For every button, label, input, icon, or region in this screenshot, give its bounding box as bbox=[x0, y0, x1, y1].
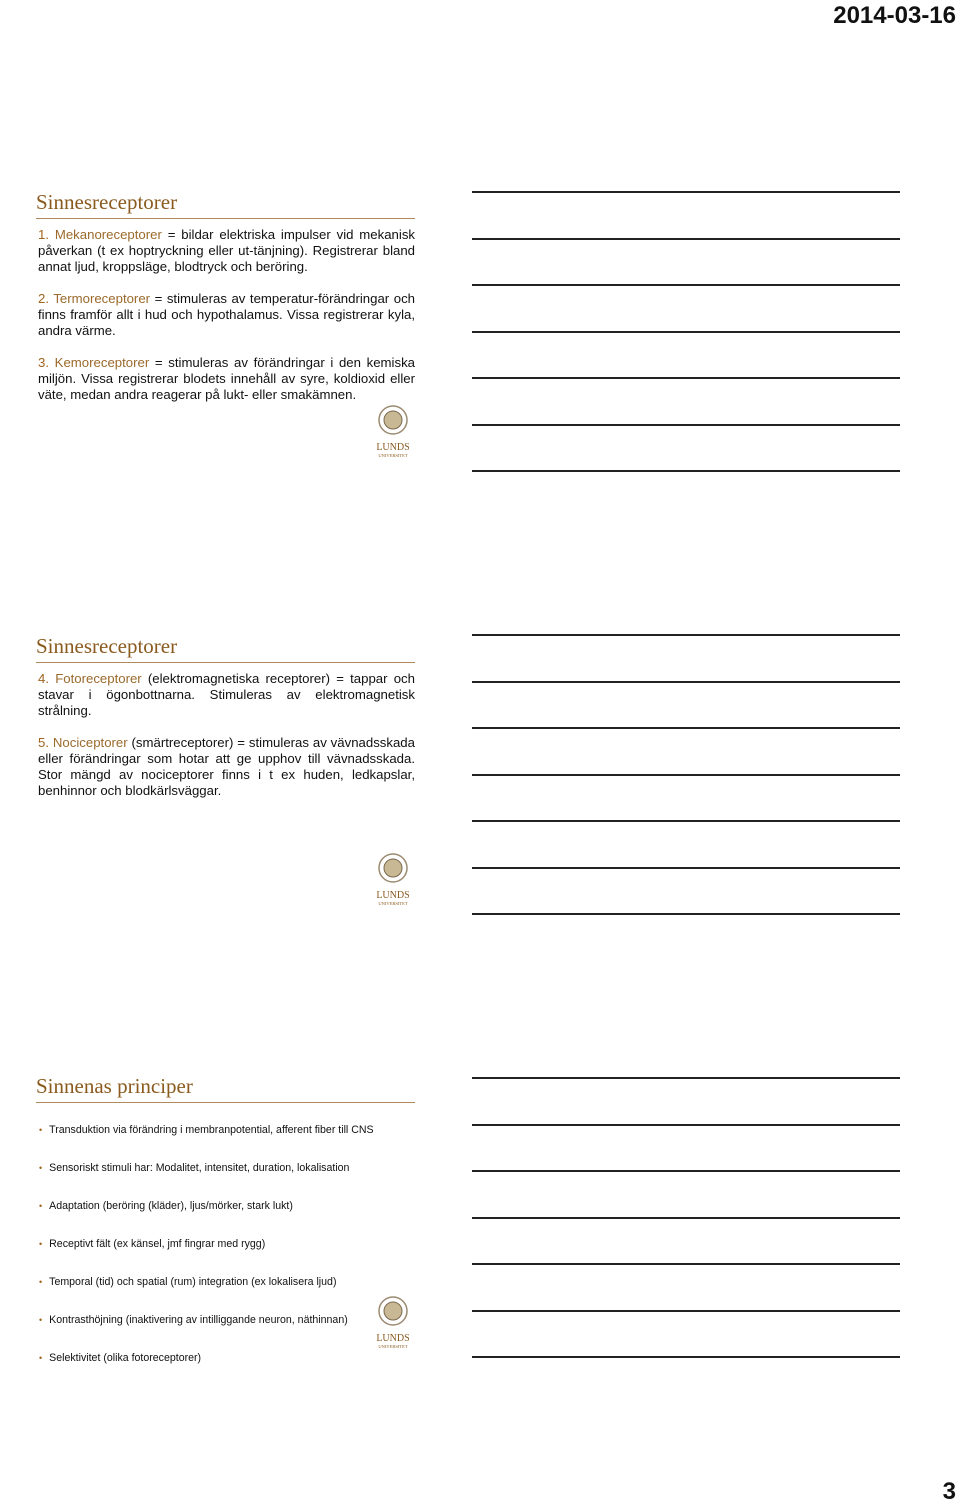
note-line bbox=[472, 913, 900, 915]
note-line bbox=[472, 1170, 900, 1172]
item-number: 5. bbox=[38, 735, 49, 750]
item-term: Nociceptorer bbox=[52, 735, 128, 750]
slide-1-item bbox=[38, 227, 415, 275]
item-term: Kemoreceptorer bbox=[54, 355, 150, 370]
bullet-text: Adaptation (beröring (kläder), ljus/mörker, stark lukt) bbox=[49, 1200, 293, 1212]
lunds-universitet-logo bbox=[372, 404, 414, 458]
item-text: (elektromagnetiska receptorer) = tappar och stavar i ögonbottnarna. Stimuleras av elektromagnetisk strålning. bbox=[38, 671, 415, 718]
note-line bbox=[472, 191, 900, 193]
bullet-item bbox=[39, 1225, 415, 1263]
item-number: 4. bbox=[38, 671, 49, 686]
bullet-icon: • bbox=[39, 1277, 43, 1287]
item-text: = stimuleras av förändringar i den kemiska miljön. Vissa registrerar blodets innehåll av syre, koldioxid eller väte, medan andra reagerar på lukt- eller smakämnen. bbox=[38, 355, 415, 402]
bullet-item bbox=[39, 1339, 415, 1377]
bullet-icon: • bbox=[39, 1353, 43, 1363]
bullet-text: Receptivt fält (ex känsel, jmf fingrar med rygg) bbox=[49, 1238, 266, 1250]
note-line bbox=[472, 1263, 900, 1265]
note-line bbox=[472, 238, 900, 240]
item-number: 3. bbox=[38, 355, 49, 370]
slide-1 bbox=[30, 190, 415, 419]
bullet-text: Sensoriskt stimuli har: Modalitet, intensitet, duration, lokalisation bbox=[49, 1162, 350, 1174]
bullet-item bbox=[39, 1187, 415, 1225]
item-text: (smärtreceptorer) = stimuleras av vävnadsskada eller förändringar som hotar att ge upphov till vävnadsskada. Stor mängd av nociceptorer finns i t ex huden, ledkapslar, benhinnor och blodkärlsväggar. bbox=[38, 735, 415, 798]
bullet-item bbox=[39, 1301, 415, 1339]
svg-text:LUNDS: LUNDS bbox=[376, 1333, 410, 1344]
note-line bbox=[472, 470, 900, 472]
item-term: Termoreceptorer bbox=[53, 291, 151, 306]
slide-1-title: Sinnesreceptorer bbox=[36, 190, 415, 219]
slide-3-title: Sinnenas principer bbox=[36, 1074, 415, 1103]
note-line bbox=[472, 1077, 900, 1079]
item-term: Fotoreceptorer bbox=[55, 671, 142, 686]
item-number: 1. bbox=[38, 227, 49, 242]
note-line bbox=[472, 377, 900, 379]
lunds-universitet-logo bbox=[372, 1295, 414, 1349]
item-number: 2. bbox=[38, 291, 49, 306]
lunds-universitet-logo bbox=[372, 852, 414, 906]
svg-text:UNIVERSITET: UNIVERSITET bbox=[378, 453, 408, 458]
header-date: 2014-03-16 bbox=[833, 2, 956, 29]
note-line bbox=[472, 1124, 900, 1126]
note-line bbox=[472, 1310, 900, 1312]
note-line bbox=[472, 867, 900, 869]
page-number: 3 bbox=[942, 1478, 956, 1505]
slide-2-item bbox=[38, 671, 415, 719]
bullet-item bbox=[39, 1263, 415, 1301]
note-line bbox=[472, 1356, 900, 1358]
item-text: = stimuleras av temperatur-förändringar och finns framför allt i hud och hypothalamus. Vissa registrerar kyla, andra värme. bbox=[38, 291, 415, 338]
bullet-text: Temporal (tid) och spatial (rum) integration (ex lokalisera ljud) bbox=[49, 1276, 337, 1288]
slide-2-item bbox=[38, 735, 415, 799]
bullet-icon: • bbox=[39, 1239, 43, 1249]
svg-text:UNIVERSITET: UNIVERSITET bbox=[378, 901, 408, 906]
note-line bbox=[472, 820, 900, 822]
slide-1-item bbox=[38, 355, 415, 403]
bullet-text: Selektivitet (olika fotoreceptorer) bbox=[49, 1352, 202, 1364]
bullet-text: Kontrasthöjning (inaktivering av intilliggande neuron, näthinnan) bbox=[49, 1314, 348, 1326]
bullet-icon: • bbox=[39, 1201, 43, 1211]
note-line bbox=[472, 331, 900, 333]
note-line bbox=[472, 284, 900, 286]
bullet-icon: • bbox=[39, 1315, 43, 1325]
note-line bbox=[472, 727, 900, 729]
svg-text:LUNDS: LUNDS bbox=[376, 890, 410, 901]
bullet-item bbox=[39, 1111, 415, 1149]
bullet-icon: • bbox=[39, 1163, 43, 1173]
bullet-text: Transduktion via förändring i membranpotential, afferent fiber till CNS bbox=[49, 1124, 374, 1136]
item-text: = bildar elektriska impulser vid mekanisk påverkan (t ex hoptryckning eller ut-tänjning). Registrerar bland annat ljud, kroppsläge, blodtryck och beröring. bbox=[38, 227, 416, 274]
note-line bbox=[472, 681, 900, 683]
note-line bbox=[472, 774, 900, 776]
slide-2-title: Sinnesreceptorer bbox=[36, 634, 415, 663]
item-term: Mekanoreceptorer bbox=[54, 227, 162, 242]
slide-2 bbox=[30, 634, 415, 815]
note-line bbox=[472, 634, 900, 636]
svg-text:UNIVERSITET: UNIVERSITET bbox=[378, 1344, 408, 1349]
note-line bbox=[472, 1217, 900, 1219]
note-line bbox=[472, 424, 900, 426]
slide-3 bbox=[30, 1074, 415, 1377]
bullet-item bbox=[39, 1149, 415, 1187]
slide-1-item bbox=[38, 291, 415, 339]
svg-text:LUNDS: LUNDS bbox=[376, 442, 410, 453]
bullet-icon: • bbox=[39, 1125, 43, 1135]
